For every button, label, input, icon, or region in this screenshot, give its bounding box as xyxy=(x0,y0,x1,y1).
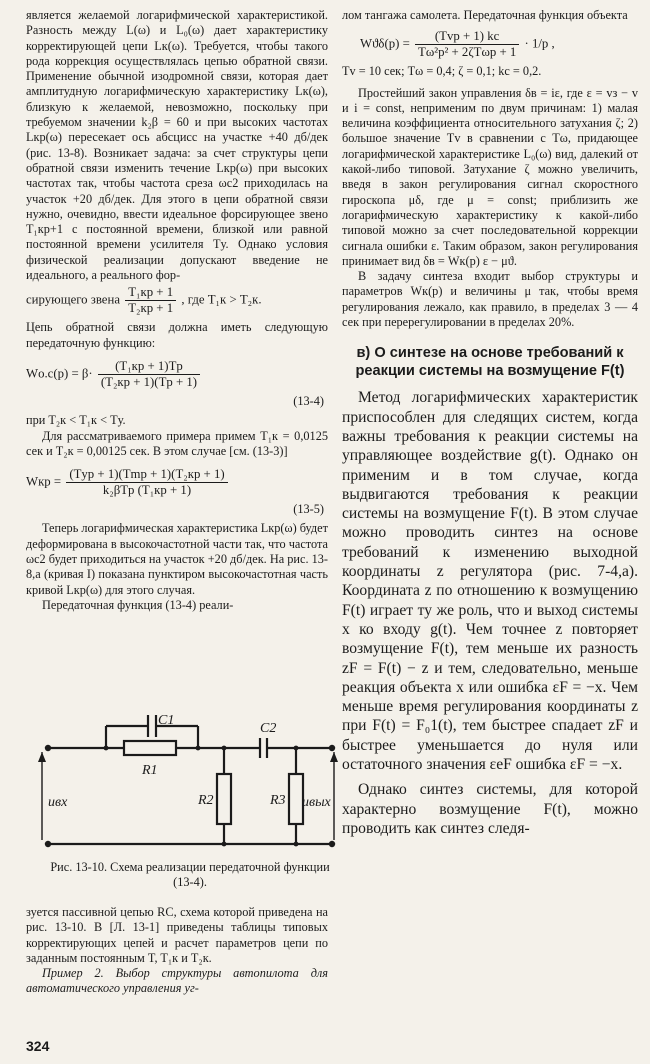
label-uout: uвых xyxy=(302,795,331,810)
equation-13-4-number: (13-4) xyxy=(293,393,324,408)
equation-13-5-number: (13-5) xyxy=(293,502,324,517)
object-transfer-equation: Wϑδ(p) = $\frac{\text{(Tvp + 1) kc}}{\text{Tω²p² + 2ζTωp + 1}}$ · 1/p , xyxy=(360,29,555,60)
feedback-element-line: сирующего звена $\frac{\text{T₁кp + 1}}{\text{T₂кp + 1}}$ , где T₁к > T₂к. xyxy=(26,285,262,316)
left-paragraph-2: Цепь обратной связи должна иметь следующую передаточную функцию: xyxy=(26,320,328,350)
right-paragraph-1: лом тангажа самолета. Передаточная функция объекта xyxy=(342,8,628,22)
label-uin: uвх xyxy=(48,795,68,810)
label-r3: R3 xyxy=(270,793,286,808)
equation-13-5-fraction: $\frac{\text{(Tуp + 1)(Tmp + 1)(T₂кp + 1)}}{\text{k₂βTp (T₁кp + 1)}}$ xyxy=(66,467,227,498)
r2-resistor xyxy=(217,774,231,824)
example-2-paragraph: Пример 2. Выбор структуры автопилота для автоматического управления уг- xyxy=(26,966,328,996)
output-terminal-top xyxy=(329,745,335,751)
right-paragraph-3: В задачу синтеза входит выбор структуры и параметров Wк(p) и величины μ так, чтобы время регулирования лежало, как правило, в пределах 3 — 4 сек при перерегулировании в пределах 20%. xyxy=(342,269,638,330)
left-paragraph-4: Для рассматриваемого примера примем T₁к = 0,0125 сек и T₂к = 0,00125 сек. В этом случае [см. (13-3)] xyxy=(26,428,328,458)
figure-caption: Рис. 13-10. Схема реализации передаточной функции (13-4). xyxy=(50,860,330,889)
left-paragraph-1: является желаемой логарифмической характеристикой. Разность между L(ω) и L₀(ω) дает характеристику корректирующей цепи Lк(ω). Требуется, чтобы такого рода коррекция осуществлялась цепью обратной связи. Применение обычной изодромной связи, которая дает амплитудную логарифмическую характеристику Lк(ω), близкую к желаемой, невозможно, поскольку при требуемом значении k₂β = 60 и при высоких частотах Lкр(ω) пересекает ось абсцисс на участке +40 дб/дек (рис. 13-8). Возникает задача: за счет структуры цепи обратной связи изменить течение Lкр(ω) при высоких частотах так, чтобы частота среза ωс2 приходилась на участок +20 дб/дек. Для этого в цепи обратной связи нужно, очевидно, ввести идеальное форсирующее звено T₁кp+1 с постоянной времени, близкой или равной постоянной времени усилителя Tу. Однако условия физической реализации допускают введение не идеального, а реального фор- xyxy=(26,8,328,283)
input-terminal-top xyxy=(45,745,51,751)
left-bottom-paragraph-1: зуется пассивной цепью RC, схема которой приведена на рис. 13-10. В [Л. 13-1] приведены таблицы типовых корректирующих цепей и расчет параметров цепи по заданным постоянным T, T₁к и T₂к. xyxy=(26,905,328,965)
label-c2: C2 xyxy=(260,721,277,736)
left-paragraph-6: Передаточная функция (13-4) реали- xyxy=(42,597,234,612)
output-terminal-bottom xyxy=(329,841,335,847)
left-bottom-text xyxy=(26,905,328,997)
label-r2: R2 xyxy=(198,793,214,808)
equation-13-5: Wкр = $\frac{\text{(Tуp + 1)(Tmp + 1)(T₂кp + 1)}}{\text{k₂βTp (T₁кp + 1)}}$ xyxy=(26,467,328,498)
input-terminal-bottom xyxy=(45,841,51,847)
forcing-element-fraction: $\frac{\text{T₁кp + 1}}{\text{T₂кp + 1}}$ xyxy=(125,285,176,316)
page-number: 324 xyxy=(26,1038,50,1054)
object-transfer-fraction: $\frac{\text{(Tvp + 1) kc}}{\text{Tω²p² + 2ζTωp + 1}}$ xyxy=(415,29,519,60)
left-paragraph-5: Теперь логарифмическая характеристика Lкр(ω) будет деформирована в высокочастотной части так, что частота ωс2 будет приходиться на участок +20 дб/дек. На рис. 13-8,а (кривая I) показана пунктиром высокочастотная часть кривой Lкр(ω) для этого случая. xyxy=(26,521,328,597)
label-r1: R1 xyxy=(142,763,158,778)
right-paragraph-4: Метод логарифмических характеристик приспособлен для следящих систем, когда важны требования к реакции системы на управляющее воздействие g(t). Однако он применим и в том случае, когда выдвигаются требования к реакции системы на возмущение F(t). В этом случае можно проводить синтез на основе требований к изменению выходной координаты z регулятора (рис. 7-4,а). Координата z по отношению к возмущению F(t) играет ту же роль, что и выход системы x ко входу g(t). Чем точнее z повторяет возмущение F(t), тем меньше их разность zF = F(t) − z и тем, следовательно, меньше реакция объекта x или ошибка εF = −x. Чем меньше время регулирования координаты z при F(t) = F₀1(t), тем быстрее спадает zF и быстрее уменьшается до нуля или остаточного значения εeF ошибка εF = −x. xyxy=(342,389,638,773)
label-c1: C1 xyxy=(158,713,175,728)
r1-resistor xyxy=(124,741,176,755)
left-paragraph-3: при T₂к < T₁к < Tу. xyxy=(26,413,126,428)
left-column xyxy=(26,8,328,613)
rc-circuit-diagram xyxy=(34,712,340,862)
equation-13-4-fraction: $\frac{\text{(T₁кp + 1)Tp}}{\text{(T₂кp + 1)(Tp + 1)}}$ xyxy=(98,359,200,390)
r3-resistor xyxy=(289,774,303,824)
object-parameters: Tv = 10 сек; Tω = 0,4; ζ = 0,1; kc = 0,2. xyxy=(342,64,542,79)
right-paragraph-2: Простейший закон управления δв = iε, где ε = vз − v и i = const, неприменим по двум причинам: 1) малая величина коэффициента относительного затухания ζ; 2) большое значение Tv в сравнении с Tω, придающее логарифмической характеристике L₀(ω) вид, далекий от какой-либо типовой. Затухание ζ можно увеличить, введя в закон регулирования сигнал скоростного гироскопа μδ, где μ = const; приблизить же логарифмическую характеристику к какой-либо типовой можно за счет последовательной коррекции сигнала ошибки ε. Таким образом, закон регулирования принимает вид δв = Wк(p) ε − μϑ. xyxy=(342,85,638,268)
section-heading: в) О синтезе на основе требований к реакции системы на возмущение F(t) xyxy=(355,345,625,380)
right-paragraph-5: Однако синтез системы, для которой характерно возмущение F(t), можно проводить как синтез следя- xyxy=(342,781,638,837)
right-column xyxy=(342,8,638,838)
equation-13-4: Wо.с(p) = β· $\frac{\text{(T₁кp + 1)Tp}}{\text{(T₂кp + 1)(Tp + 1)}}$ xyxy=(26,359,328,390)
